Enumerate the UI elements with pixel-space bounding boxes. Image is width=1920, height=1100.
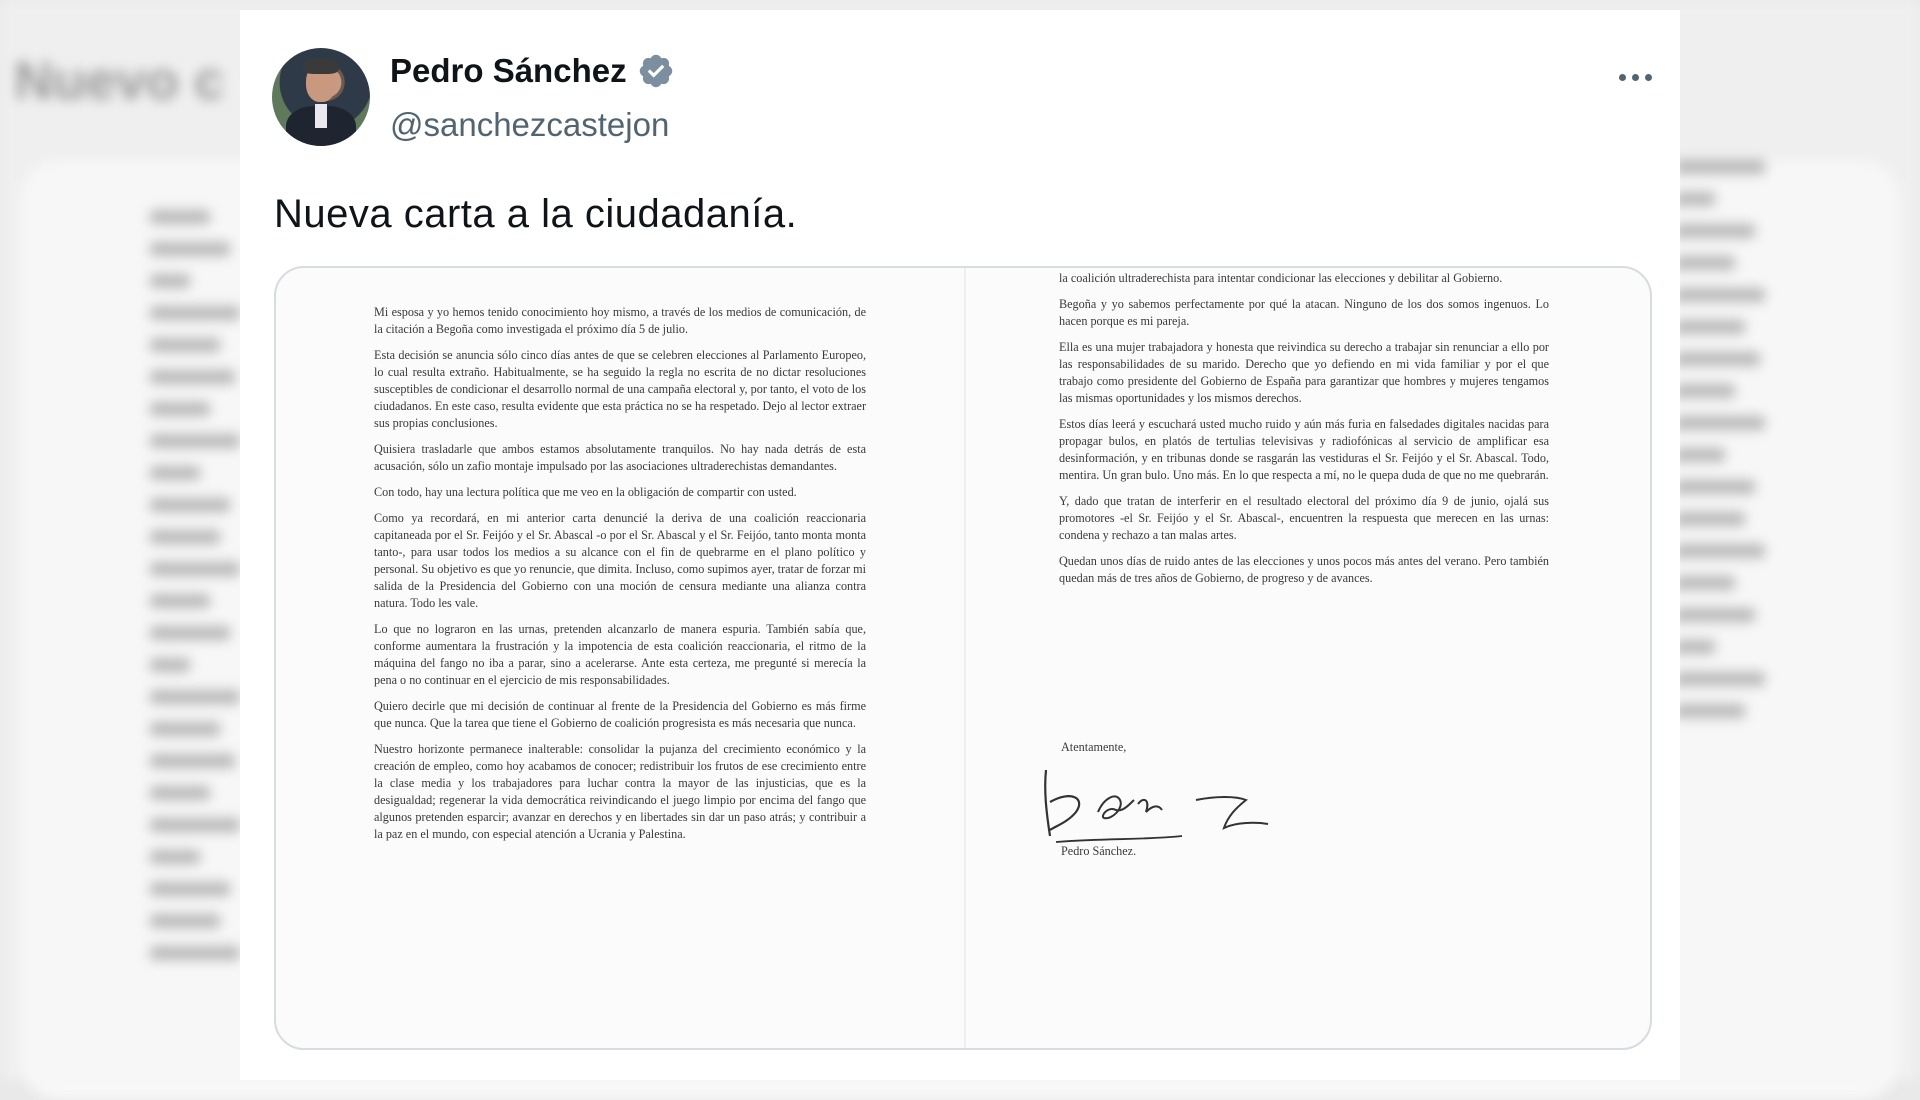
author-name-row[interactable] [390,52,675,90]
signature-image [1016,750,1276,850]
letter-closing: Atentamente, [1061,740,1127,754]
author-handle[interactable]: @sanchezcastejon [390,106,670,143]
letter-paragraph: Esta decisión se anuncia sólo cinco días antes de que se celebren elecciones al Parlamento Europeo, lo cual resulta extraño. Habitualmente, se ha seguido la regla no escrita de no dictar resoluciones susceptibles de condicionar el desarrollo normal de una campaña electoral y, por tanto, el voto de los ciudadanos. En este caso, resulta evidente que esta práctica no se ha respetado. Dejo al lector extraer sus propias conclusiones. [374,348,866,430]
letter-paragraph: Mi esposa y yo hemos tenido conocimiento hoy mismo, a través de los medios de comunicación, de la citación a Begoña como investigada el próximo día 5 de julio. [374,305,866,336]
verified-badge-icon [637,52,675,90]
letter-paragraph: Begoña y yo sabemos perfectamente por qué la atacan. Ninguno de los dos somos ingenuos. Lo hacen porque es mi pareja. [1059,297,1549,328]
letter-paragraph: Estos días leerá y escuchará usted mucho ruido y aún más furia en falsedades digitales nacidas para propagar bulos, en platós de tertulias televisivas y radiofónicas al servicio de amplificar esa desinformación, y en tribunas donde se rasgarán las vestiduras el Sr. Feijóo y el Sr. Abascal. Todo, mentira. Un gran bulo. Uno más. En lo que respecta a mí, no le quepa duda de que no me quebrarán. [1059,417,1549,482]
author-name[interactable]: Pedro Sánchez [390,52,627,89]
tweet-text: Nueva carta a la ciudadanía. [274,192,798,236]
tweet-media-image[interactable] [274,266,1652,1050]
background-text-right [1675,160,1775,736]
letter-paragraph: Ella es una mujer trabajadora y honesta que reivindica su derecho a trabajar sin renunciar a ello por las responsabilidades de su marido. Derecho que yo defiendo en mi vida familiar y por el que trabajo como presidente del Gobierno de España para garantizar que hombres y mujeres tengamos las mismas oportunidades y los mismos derechos. [1059,340,1549,405]
letter-paragraph: Nuestro horizonte permanece inalterable: consolidar la pujanza del crecimiento económico y la creación de empleo, como hoy acabamos de conocer; redistribuir los frutos de ese crecimiento entre la clase media y los trabajadores para luchar contra la mayor de las injusticias, que es la desigualdad; regenerar la vida democrática reivindicando el juego limpio por encima del fango que algunos pretenden esparcir; avanzar en derechos y en libertades sin dar un paso atrás; y contribuir a la paz en el mundo, con especial atención a Ucrania y Palestina. [374,742,866,841]
letter-paragraph: Lo que no lograron en las urnas, pretenden alcanzarlo de manera espuria. También sabía que, conforme aumentara la frustración y la impotencia de esta coalición reaccionaria, el ritmo de la máquina del fango no iba a parar, sino a acelerarse. Ante esta certeza, me pregunté si merecía la pena o no continuar en el ejercicio de mis responsabilidades. [374,622,866,687]
background-title: Nuevo c [14,51,225,111]
letter-page-right [1059,270,1549,596]
background-text-left [150,210,250,978]
letter-paragraph: Quedan unos días de ruido antes de las elecciones y unos pocos más antes del verano. Pero también quedan más de tres años de Gobierno, de progreso y de avances. [1059,554,1549,585]
page-divider [964,268,966,1050]
letter-paragraph: Quisiera trasladarle que ambos estamos absolutamente tranquilos. No hay nada detrás de esta acusación, sólo un zafio montaje impulsado por las asociaciones ultraderechistas demandantes. [374,442,866,473]
letter-paragraph: Quiero decirle que mi decisión de continuar al frente de la Presidencia del Gobierno es más firme que nunca. Que la tarea que tiene el Gobierno de coalición progresista es más necesaria que nunca. [374,699,866,730]
tweet-card [240,10,1680,1080]
letter-paragraph: la coalición ultraderechista para intentar condicionar las elecciones y debilitar al Gobierno. [1059,271,1503,285]
letter-paragraph: Con todo, hay una lectura política que me veo en la obligación de compartir con usted. [374,485,797,499]
letter-signer: Pedro Sánchez. [1061,844,1137,858]
avatar[interactable] [272,48,370,146]
letter-page-left [374,304,866,852]
letter-paragraph: Como ya recordará, en mi anterior carta denuncié la deriva de una coalición reaccionaria capitaneada por el Sr. Feijóo y el Sr. Abascal -o por el Sr. Abascal y el Sr. Feijóo, tanto monta monta tanto-, para usar todos los medios a su alcance con el fin de quebrarme en el plano político y personal. Su objetivo es que yo renuncie, que dimita. Incluso, como supimos ayer, tratar de forzar mi salida de la Presidencia del Gobierno con una moción de censura mediante una alianza contra natura. Todo les vale. [374,511,866,610]
more-options-icon[interactable] [1608,62,1662,92]
letter-paragraph: Y, dado que tratan de interferir en el resultado electoral del próximo día 9 de junio, ojalá sus promotores -el Sr. Feijóo y el Sr. Abascal-, encuentren la respuesta que merecen en las urnas: condena y rechazo a tan malas artes. [1059,494,1549,542]
